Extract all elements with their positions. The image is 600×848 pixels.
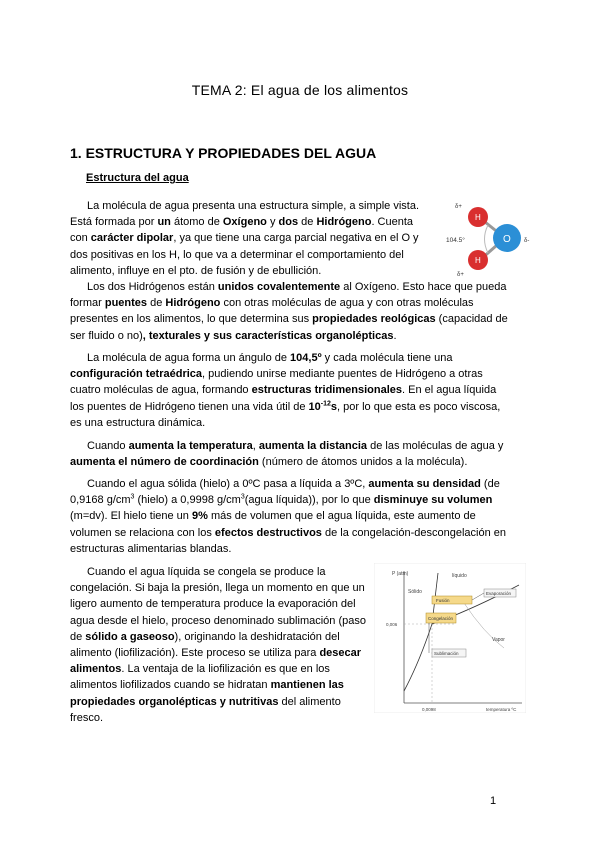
region-solid-label: Sólido <box>408 589 422 595</box>
charge-h-bottom: δ+ <box>457 272 464 278</box>
region-liquid-label: líquido <box>452 573 467 579</box>
oxygen-label: O <box>503 234 511 245</box>
box-freezing: Congelación <box>428 616 454 621</box>
page-number: 1 <box>490 795 497 807</box>
section-heading: 1. ESTRUCTURA Y PROPIEDADES DEL AGUA <box>70 145 377 161</box>
document-title: TEMA 2: El agua de los alimentos <box>191 82 409 98</box>
subsection-heading: Estructura del agua <box>86 172 189 184</box>
paragraph-hydrogen-bonds: Los dos Hidrógenos están unidos covalentemente al Oxígeno. Esto hace que pueda formar puentes de Hidrógeno con otras moléculas de agua y con otras moléculas presentes en los alimentos, lo que determina sus propiedades reológicas (capacidad de ser fluido o no), texturales y sus características organolépticas. <box>70 281 508 342</box>
charge-h-top: δ+ <box>455 204 462 210</box>
box-sublimation: Sublimación <box>434 651 459 656</box>
y-axis-label: P (atm) <box>392 571 409 577</box>
paragraph-configuration: La molécula de agua forma un ángulo de 104,5º y cada molécula tiene una configuración tetraédrica, pudiendo unirse mediante puentes de Hidrógeno a otras cuatro moléculas de agua, formando estructuras tridimensionales. En el agua líquida los puentes de Hidrógeno tienen una vida útil de $10^{-12}s$, por lo que esta es poco viscosa, es una estructura dinámica. <box>70 352 501 429</box>
water-molecule-diagram <box>445 198 535 278</box>
x-tick-label: 0,0098 <box>422 707 436 712</box>
bond-angle-label: 104.5° <box>446 237 465 244</box>
paragraph-sublimation: Cuando el agua líquida se congela se produce la congelación. Si baja la presión, llega un momento en que un ligero aumento de temperatura produce la evaporación del agua desde el hielo, proceso denominado sublimación (paso de sólido a gaseoso), originando la deshidratación del alimento (liofilización). Este proceso se utiliza para desecar alimentos. La ventaja de la liofilización es que en los alimentos liofilizados cuando se hidratan mantienen las propiedades organolépticas y nutritivas del alimento fresco. <box>70 566 366 724</box>
box-fusion: Fusión <box>436 598 450 603</box>
charge-oxygen: δ- <box>524 238 530 244</box>
hydrogen-label-top: H <box>475 213 481 222</box>
phase-diagram-figure <box>374 563 526 713</box>
box-evaporation: Evaporación <box>486 591 512 596</box>
y-tick-label: 0,006 <box>386 622 398 627</box>
paragraph-temperature: Cuando aumenta la temperatura, aumenta la distancia de las moléculas de agua y aumenta el número de coordinación (número de átomos unidos a la molécula). <box>70 440 504 469</box>
region-gas-label: Vapor <box>492 637 505 643</box>
paragraph-density: Cuando el agua sólida (hielo) a 0ºC pasa a líquida a 3ºC, aumenta su densidad (de 0,9168 $g/cm^3$ (hielo) a 0,9998 $g/cm^3(agua$ líquida)), por lo que disminuye su volumen (m=dv). El hielo tiene un 9% más de volumen que el agua líquida, este aumento de volumen se relaciona con los efectos destructivos de la congelación-descongelación en estructuras alimentarias blandas. <box>70 478 506 555</box>
x-axis-label: temperatura ºC <box>486 707 517 712</box>
hydrogen-label-bottom: H <box>475 256 481 265</box>
paragraph-structure: La molécula de agua presenta una estructura simple, a simple vista. Está formada por un átomo de Oxígeno y dos de Hidrógeno. Cuenta con carácter dipolar, ya que tiene una carga parcial negativa en el O y dos positivas en los H, lo que va a determinar el comportamiento del alimento, influye en el pto. de fusión y de ebullición. <box>70 200 420 277</box>
